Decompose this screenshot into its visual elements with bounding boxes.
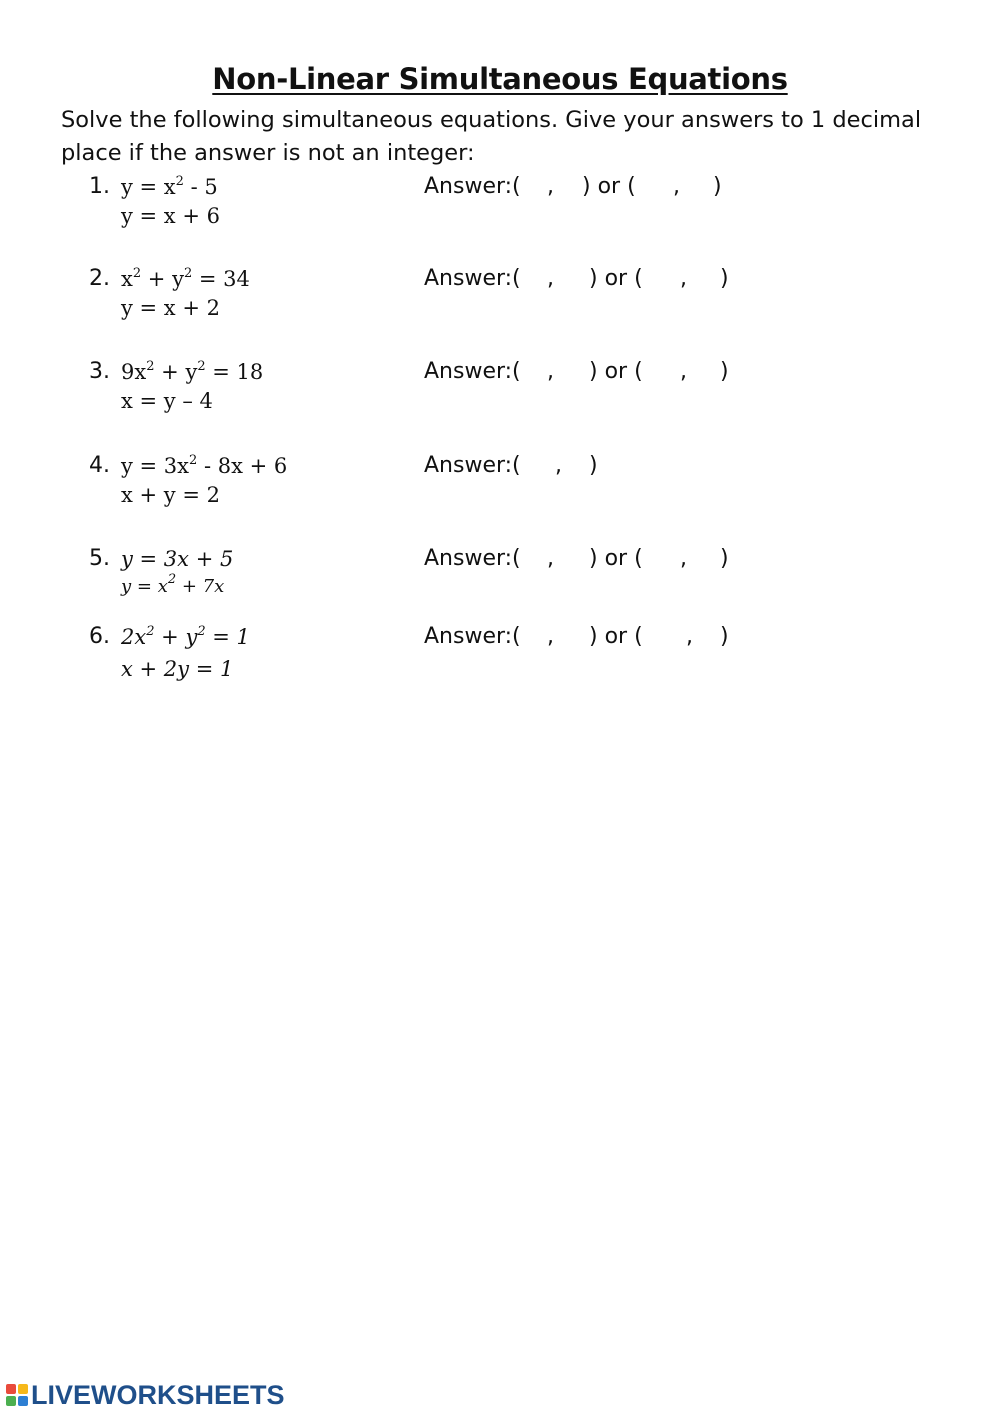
logo-square-icon	[18, 1384, 28, 1394]
question-1	[0, 172, 1000, 242]
liveworksheets-logo-icon	[6, 1384, 28, 1406]
answer-comma[interactable]: ,	[686, 624, 693, 649]
answer-close: )	[589, 453, 598, 478]
logo-text: LIVEWORKSHEETS	[31, 1379, 285, 1410]
question-2	[0, 264, 1000, 334]
logo-square-icon	[6, 1384, 16, 1394]
equation-1: y = 3x + 5	[121, 547, 234, 571]
equation-1: $x^2 + y^2 = 34$	[121, 266, 250, 291]
answer-comma[interactable]: ,	[680, 546, 687, 571]
answer-comma[interactable]: ,	[547, 266, 554, 291]
equation-2: x + y = 2	[121, 483, 220, 507]
answer-comma[interactable]: ,	[555, 453, 562, 478]
question-number: 5.	[89, 546, 110, 571]
equation-2: $y = x^2 + 7x$	[121, 572, 225, 597]
answer-comma[interactable]: ,	[547, 546, 554, 571]
question-number: 1.	[89, 174, 110, 199]
answer-close: )	[720, 266, 729, 291]
answer-close: )	[720, 624, 729, 649]
answer-or: ) or (	[589, 266, 643, 291]
answer-label: Answer:(	[424, 546, 521, 571]
answer-label: Answer:(	[424, 174, 521, 199]
answer-close: )	[720, 546, 729, 571]
answer-label: Answer:(	[424, 453, 521, 478]
question-number: 4.	[89, 453, 110, 478]
answer-comma[interactable]: ,	[673, 174, 680, 199]
answer-comma[interactable]: ,	[680, 266, 687, 291]
question-5	[0, 544, 1000, 614]
question-number: 2.	[89, 266, 110, 291]
equation-2: y = x + 6	[121, 204, 220, 228]
question-4	[0, 451, 1000, 521]
logo-square-icon	[6, 1396, 16, 1406]
answer-close: )	[720, 359, 729, 384]
answer-label: Answer:(	[424, 359, 521, 384]
equation-2: y = x + 2	[121, 296, 220, 320]
answer-or: ) or (	[589, 546, 643, 571]
equation-1: $y = x^2 - 5$	[121, 174, 218, 199]
equation-2: x = y – 4	[121, 389, 213, 413]
answer-comma[interactable]: ,	[547, 624, 554, 649]
answer-or: ) or (	[582, 174, 636, 199]
answer-comma[interactable]: ,	[680, 359, 687, 384]
question-number: 6.	[89, 624, 110, 649]
footer-logo[interactable]	[6, 1380, 285, 1410]
equation-1: $2x^2 + y^2 = 1$	[121, 624, 250, 649]
answer-comma[interactable]: ,	[547, 359, 554, 384]
question-6	[0, 622, 1000, 692]
instructions-text: Solve the following simultaneous equations. Give your answers to 1 decimal place if the answer is not an integer:	[61, 107, 922, 166]
equation-1: $y = 3x^2 - 8x + 6$	[121, 453, 288, 478]
page-title: Non-Linear Simultaneous Equations	[212, 62, 788, 96]
answer-or: ) or (	[589, 359, 643, 384]
equation-1: $9x^2 + y^2 = 18$	[121, 359, 264, 384]
logo-square-icon	[18, 1396, 28, 1406]
answer-close: )	[713, 174, 722, 199]
question-number: 3.	[89, 359, 110, 384]
question-3	[0, 357, 1000, 427]
equation-2: x + 2y = 1	[121, 657, 234, 681]
answer-or: ) or (	[589, 624, 643, 649]
answer-label: Answer:(	[424, 266, 521, 291]
answer-label: Answer:(	[424, 624, 521, 649]
answer-comma[interactable]: ,	[547, 174, 554, 199]
